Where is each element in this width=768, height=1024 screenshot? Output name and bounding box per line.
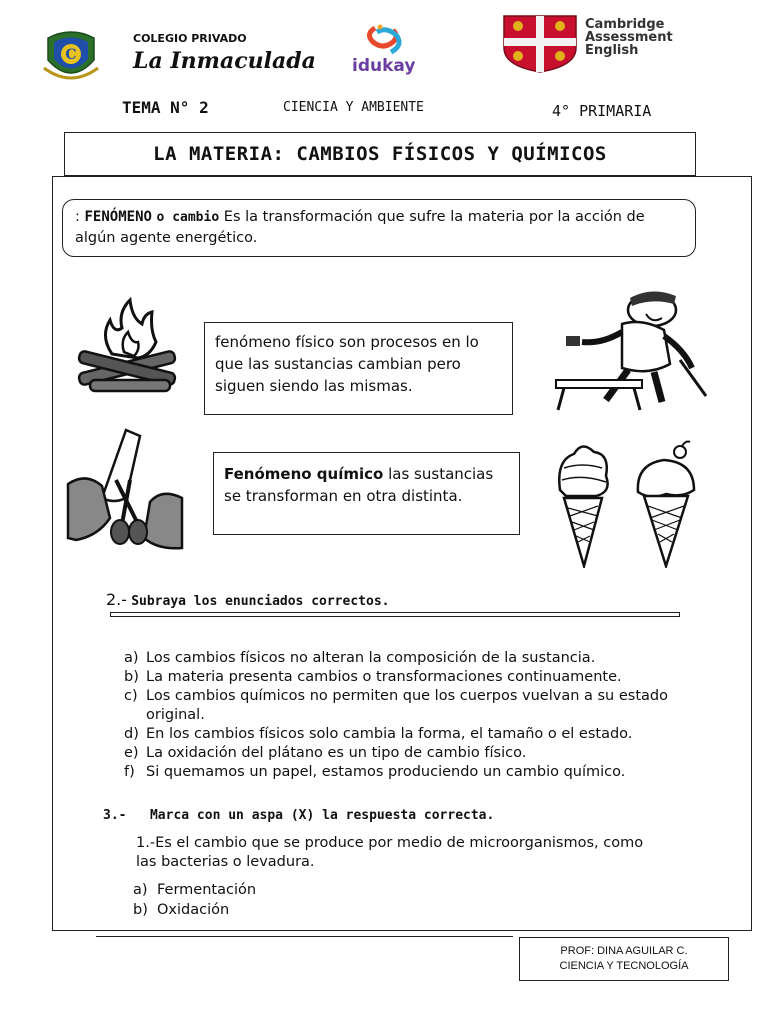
question-2-instruction: Subraya los enunciados correctos. bbox=[131, 594, 390, 609]
answer-underline-bar bbox=[110, 612, 680, 617]
chemical-change-text: las sustancias se transforman en otra distinta. bbox=[224, 465, 494, 505]
question-2-number: 2.- bbox=[106, 590, 128, 609]
chemical-change-term: Fenómeno químico bbox=[224, 465, 384, 483]
option-b[interactable]: b) Oxidación bbox=[133, 902, 230, 918]
question-3-prompt: 1.-Es el cambio que se produce por medio de microorganismos, como las bacterias o levadura. bbox=[136, 835, 644, 870]
cambridge-text bbox=[585, 18, 673, 57]
option-a[interactable]: a) Fermentación bbox=[133, 882, 257, 898]
footer-line bbox=[96, 936, 513, 937]
svg-text:C: C bbox=[65, 47, 77, 63]
grade-label: 4° PRIMARIA bbox=[552, 102, 652, 120]
campfire-icon bbox=[72, 296, 182, 400]
question-3-header: 3.- Marca con un aspa (X) la respuesta correcta. bbox=[103, 808, 495, 823]
school-name: La Inmaculada bbox=[133, 48, 316, 74]
scissors-cutting-paper-icon bbox=[66, 428, 184, 556]
tema-number: TEMA N° 2 bbox=[122, 98, 209, 117]
cambridge-line-1: Cambridge bbox=[585, 17, 665, 32]
teacher-signature-box bbox=[519, 937, 729, 981]
list-item: c) Los cambios químicos no permiten que los cuerpos vuelvan a su estado bbox=[124, 688, 668, 704]
idukay-logo-icon bbox=[357, 24, 412, 58]
list-item: f) Si quemamos un papel, estamos produciendo un cambio químico. bbox=[124, 764, 626, 780]
list-item: a) Los cambios físicos no alteran la composición de la sustancia. bbox=[124, 650, 596, 666]
cambridge-line-2: Assessment bbox=[585, 30, 673, 45]
school-prefix: COLEGIO PRIVADO bbox=[133, 32, 247, 45]
physical-change-box: fenómeno físico son procesos en lo que las sustancias cambian pero siguen siendo las mismas. bbox=[204, 322, 513, 415]
list-item-continuation: original. bbox=[146, 707, 205, 723]
idukay-label: idukay bbox=[352, 56, 416, 76]
question-2-header bbox=[106, 590, 389, 609]
definition-term: FENÓMENO bbox=[84, 209, 152, 225]
definition-connector: o cambio bbox=[156, 210, 220, 225]
carpenter-sawing-icon bbox=[552, 284, 708, 414]
list-item: d) En los cambios físicos solo cambia la forma, el tamaño o el estado. bbox=[124, 726, 633, 742]
chemical-change-box bbox=[213, 452, 520, 535]
teacher-name: PROF: DINA AGUILAR C. bbox=[560, 945, 688, 957]
definition-text: Es la transformación que sufre la materia por la acción de algún agente energético. bbox=[75, 209, 645, 246]
cambridge-line-3: English bbox=[585, 43, 639, 58]
school-crest-icon bbox=[42, 28, 100, 84]
list-item: e) La oxidación del plátano es un tipo de cambio físico. bbox=[124, 745, 527, 761]
definition-box bbox=[62, 199, 696, 257]
cambridge-shield-icon bbox=[502, 14, 578, 74]
list-item: b) La materia presenta cambios o transformaciones continuamente. bbox=[124, 669, 622, 685]
ice-cream-cones-icon bbox=[552, 440, 702, 568]
page-title: LA MATERIA: CAMBIOS FÍSICOS Y QUÍMICOS bbox=[64, 132, 696, 176]
subject-label: CIENCIA Y AMBIENTE bbox=[283, 100, 424, 115]
definition-prefix: : bbox=[75, 209, 80, 225]
course-name: CIENCIA Y TECNOLOGÍA bbox=[559, 960, 689, 972]
